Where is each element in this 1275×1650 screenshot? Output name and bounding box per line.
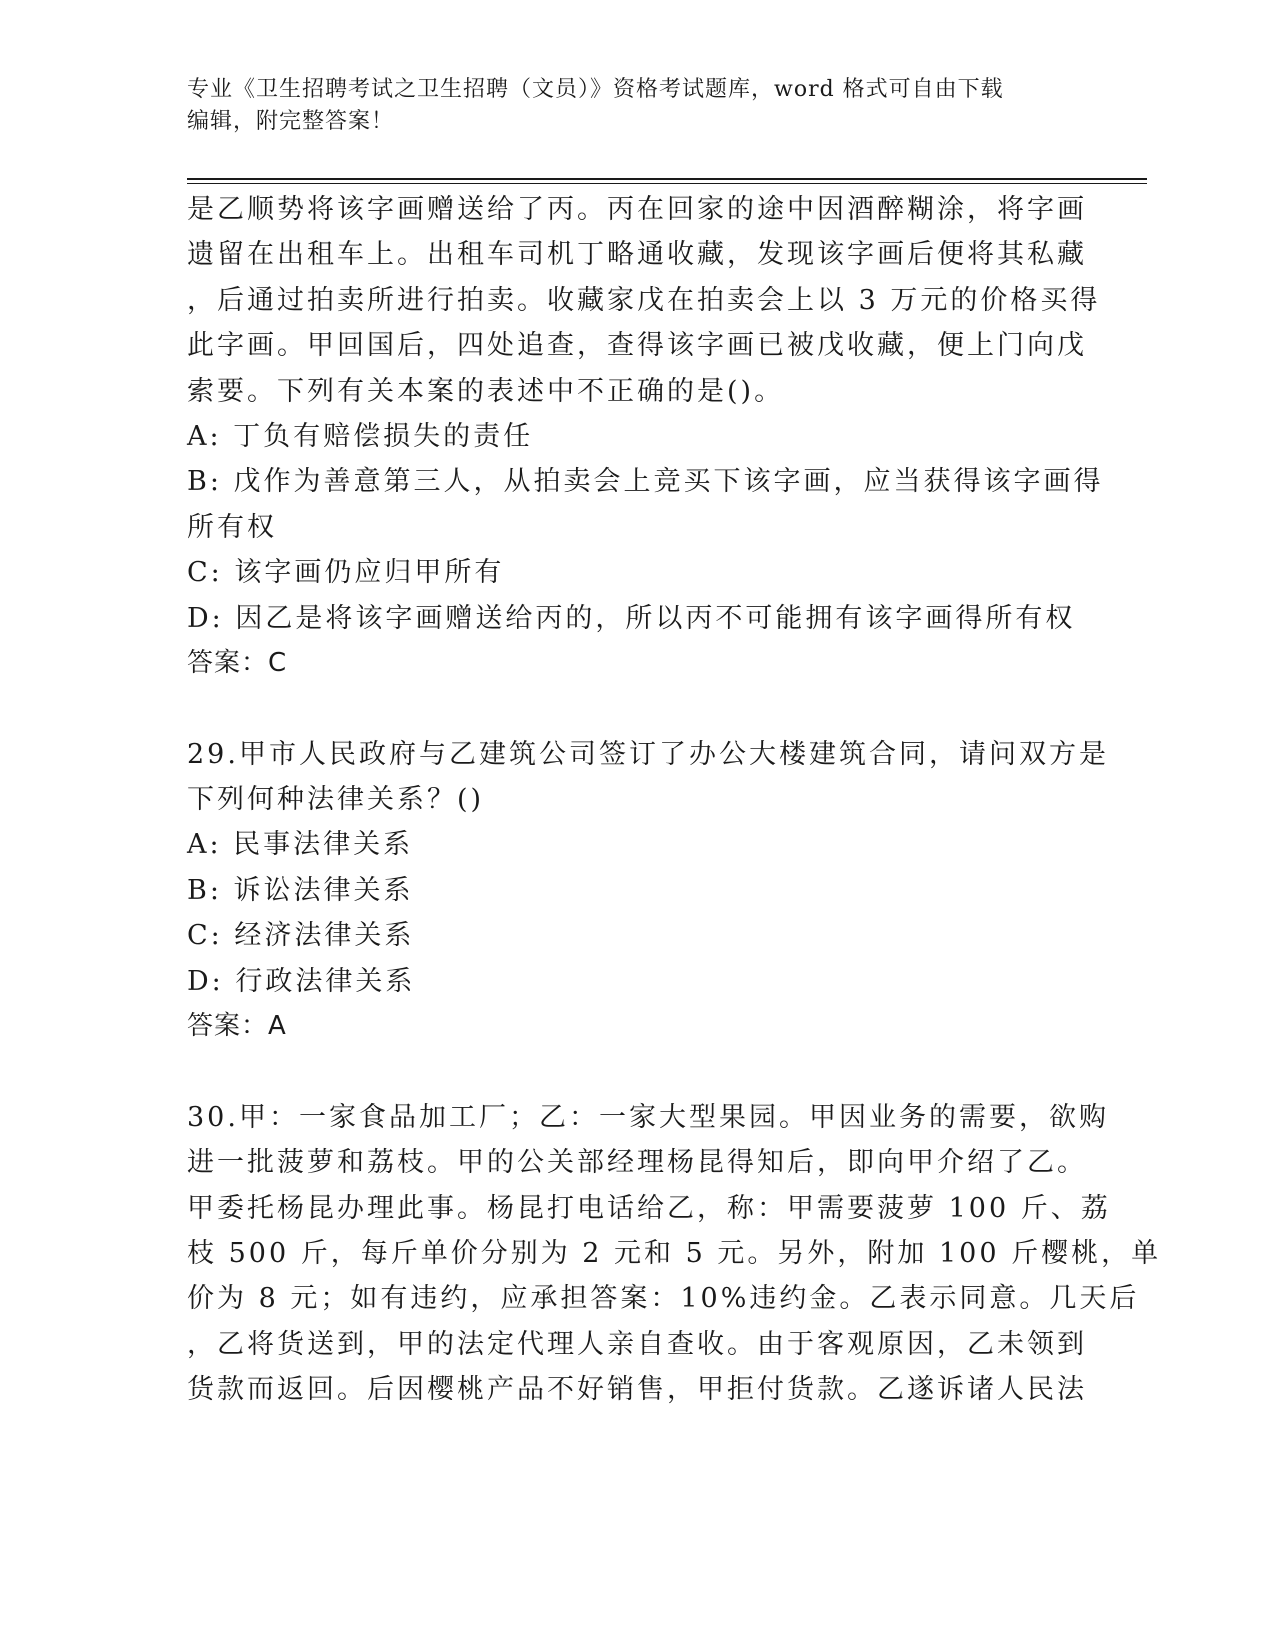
option-d: D: 行政法律关系	[187, 965, 416, 997]
question-text-line: 价为 8 元；如有违约，应承担答案：10%违约金。乙表示同意。几天后	[187, 1283, 1140, 1315]
question-text-line: ，乙将货送到，甲的法定代理人亲自查收。由于客观原因，乙未领到	[187, 1328, 1087, 1360]
question-30	[187, 1095, 1162, 1413]
option-c: C: 经济法律关系	[187, 920, 415, 952]
spacer	[187, 686, 1067, 731]
option-d: D: 因乙是将该字画赠送给丙的，所以丙不可能拥有该字画得所有权	[187, 602, 1076, 634]
question-text-line: 甲委托杨昆办理此事。杨昆打电话给乙，称：甲需要菠萝 100 斤、荔	[187, 1192, 1111, 1224]
header-line-1: 专业《卫生招聘考试之卫生招聘（文员）》资格考试题库，word 格式可自由下载	[187, 77, 1004, 102]
question-text-line: 索要。下列有关本案的表述中不正确的是()。	[187, 375, 785, 407]
option-b: B: 诉讼法律关系	[187, 874, 414, 906]
header-line-2: 编辑，附完整答案！	[187, 109, 395, 134]
question-text-line: 枝 500 斤，每斤单价分别为 2 元和 5 元。另外，附加 100 斤樱桃，单	[187, 1237, 1162, 1269]
question-text-line: 29.甲市人民政府与乙建筑公司签订了办公大楼建筑合同，请问双方是	[187, 738, 1109, 770]
question-text-line: 遗留在出租车上。出租车司机丁略通收藏，发现该字画后便将其私藏	[187, 239, 1087, 271]
question-text-line: ，后通过拍卖所进行拍卖。收藏家戊在拍卖会上以 3 万元的价格买得	[187, 284, 1101, 316]
question-content	[187, 187, 1162, 1413]
header-divider	[187, 178, 1147, 184]
option-a: A: 丁负有赔偿损失的责任	[187, 420, 534, 452]
option-b: B: 戊作为善意第三人，从拍卖会上竞买下该字画，应当获得该字画得	[187, 466, 1104, 498]
page-header	[187, 74, 1067, 138]
answer: 答案：C	[187, 647, 288, 678]
option-a: A: 民事法律关系	[187, 829, 414, 861]
answer: 答案：A	[187, 1011, 287, 1042]
question-text-line: 货款而返回。后因樱桃产品不好销售，甲拒付货款。乙遂诉诸人民法	[187, 1374, 1087, 1406]
question-text-line: 是乙顺势将该字画赠送给了丙。丙在回家的途中因酒醉糊涂，将字画	[187, 194, 1087, 225]
question-text-line: 此字画。甲回国后，四处追查，查得该字画已被戊收藏，便上门向戊	[187, 330, 1087, 362]
question-28-continued	[187, 187, 1104, 686]
question-text-line: 下列何种法律关系？()	[187, 784, 485, 816]
question-text-line: 进一批菠萝和荔枝。甲的公关部经理杨昆得知后，即向甲介绍了乙。	[187, 1147, 1087, 1179]
option-c: C: 该字画仍应归甲所有	[187, 557, 505, 589]
spacer	[187, 1049, 1067, 1094]
question-text-line: 30.甲：一家食品加工厂；乙：一家大型果园。甲因业务的需要，欲购	[187, 1101, 1109, 1133]
question-29	[187, 732, 1109, 1050]
option-b-continued: 所有权	[187, 511, 277, 543]
